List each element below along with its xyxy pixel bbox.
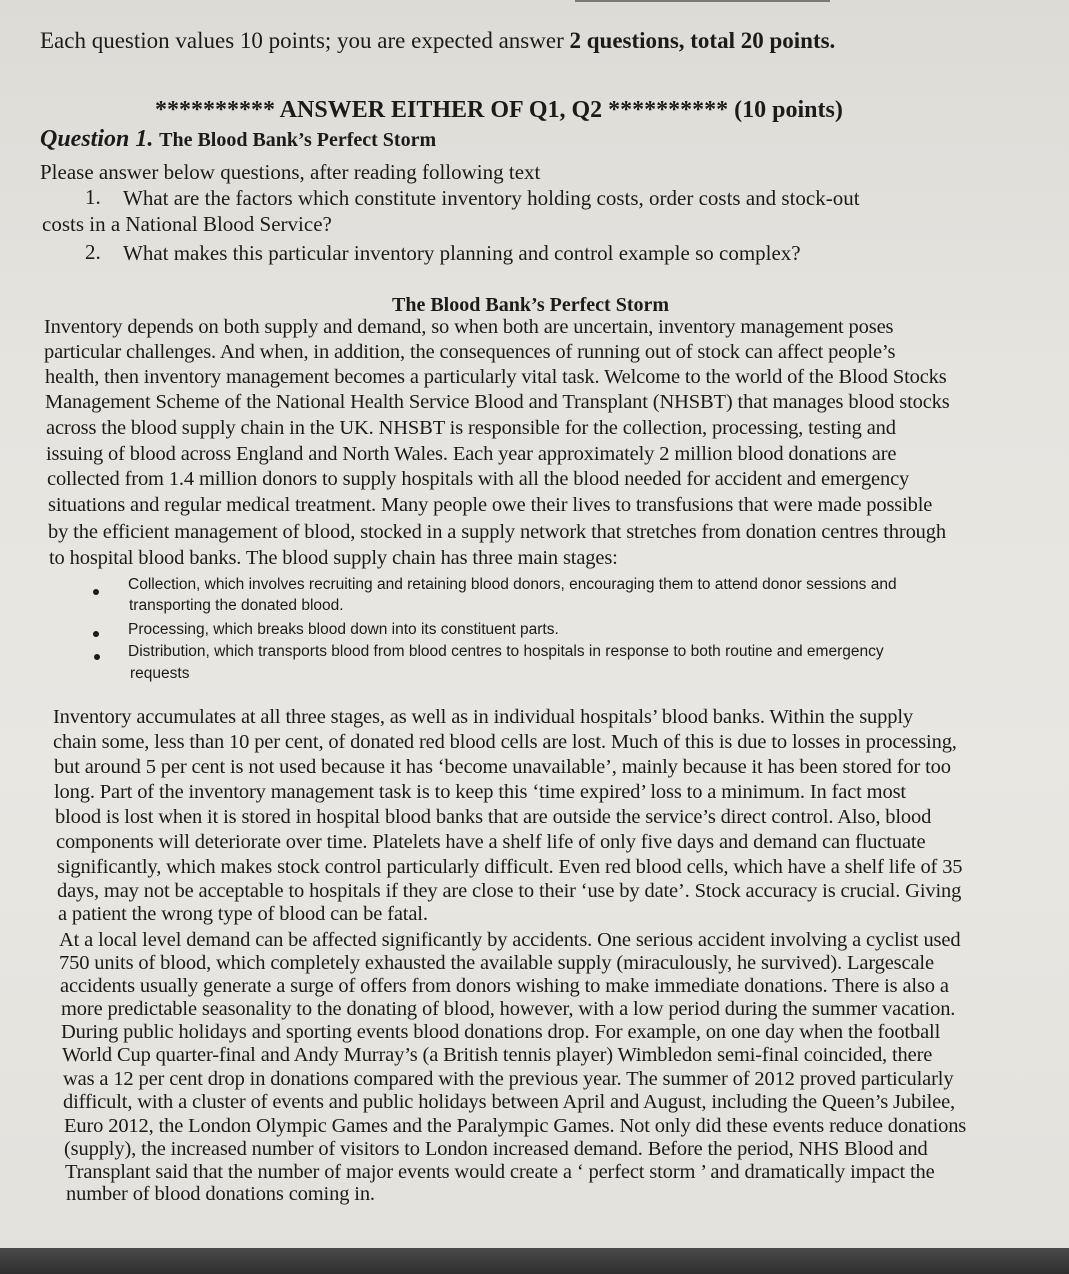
article-line: chain some, less than 10 per cent, of donated red blood cells are lost. Much of this is due to losses in processing, [53, 731, 957, 753]
article-line: blood is lost when it is stored in hospital blood banks that are outside the service’s direct control. Also, blood [55, 806, 932, 828]
question-item-number: 1. [85, 185, 101, 209]
screen-bottom-edge [0, 1248, 1069, 1274]
article-line: Management Scheme of the National Health Service Blood and Transplant (NHSBT) that manages blood stocks [45, 391, 950, 413]
article-line: long. Part of the inventory management task is to keep this ‘time expired’ loss to a minimum. In fact most [54, 781, 906, 803]
article-line: number of blood donations coming in. [66, 1183, 375, 1205]
top-divider [575, 0, 830, 2]
bullet-line: Processing, which breaks blood down into its constituent parts. [128, 621, 559, 638]
article-line: to hospital blood banks. The blood supply chain has three main stages: [49, 547, 618, 569]
article-line: but around 5 per cent is not used because it has ‘become unavailable’, mainly because it has been stored for too [54, 756, 951, 778]
question-heading [40, 126, 436, 153]
article-line: World Cup quarter-final and Andy Murray’s (a British tennis player) Wimbledon semi-final coincided, there [62, 1044, 933, 1066]
article-line: (supply), the increased number of visitors to London increased demand. Before the period, NHS Blood and [64, 1138, 928, 1160]
article-line: more predictable seasonality to the donating of blood, however, with a low period during the summer vacation. [61, 998, 956, 1020]
article-line: situations and regular medical treatment. Many people owe their lives to transfusions that were made possible [48, 494, 933, 516]
instructions-text: Each question values 10 points; you are expected answer [40, 28, 570, 53]
article-line: across the blood supply chain in the UK. NHSBT is responsible for the collection, processing, testing and [46, 417, 896, 439]
article-line: health, then inventory management becomes a particularly vital task. Welcome to the world of the Blood Stocks [45, 366, 947, 388]
article-line: difficult, with a cluster of events and public holidays between April and August, including the Queen’s Jubilee, [63, 1091, 956, 1113]
question-item-number: 2. [85, 240, 101, 264]
article-line: Inventory accumulates at all three stages, as well as in individual hospitals’ blood banks. Within the supply [53, 706, 913, 728]
article-line: During public holidays and sporting events blood donations drop. For example, on one day when the football [61, 1021, 941, 1043]
article-line: accidents usually generate a surge of offers from donors wishing to make immediate donations. There is also a [60, 975, 949, 997]
question-item-text: What are the factors which constitute inventory holding costs, order costs and stock-out [123, 186, 860, 210]
article-title: The Blood Bank’s Perfect Storm [392, 294, 670, 316]
bullet-line: Collection, which involves recruiting and retaining blood donors, encouraging them to attend donor sessions and [128, 576, 897, 593]
instructions-bold: 2 questions, total 20 points. [569, 28, 836, 53]
question-item-text: What makes this particular inventory planning and control example so complex? [123, 241, 801, 265]
article-line: Inventory depends on both supply and demand, so when both are uncertain, inventory management poses [44, 316, 894, 338]
bullet-line: Distribution, which transports blood from blood centres to hospitals in response to both routine and emergency [128, 643, 884, 660]
bullet-icon [93, 631, 99, 637]
article-line: At a local level demand can be affected significantly by accidents. One serious accident involving a cyclist used [59, 929, 961, 951]
question-item-text: costs in a National Blood Service? [42, 212, 332, 236]
question-instruction: Please answer below questions, after reading following text [40, 160, 541, 184]
article-line: Transplant said that the number of major events would create a ‘ perfect storm ’ and dramatically impact the [65, 1161, 935, 1183]
article-line: a patient the wrong type of blood can be fatal. [58, 903, 428, 925]
article-line: collected from 1.4 million donors to supply hospitals with all the blood needed for accident and emergency [47, 468, 910, 490]
exam-instructions [40, 28, 835, 54]
article-line: was a 12 per cent drop in donations compared with the previous year. The summer of 2012 proved particularly [63, 1068, 954, 1090]
article-line: particular challenges. And when, in addition, the consequences of running out of stock can affect people’s [44, 341, 896, 363]
article-line: days, may not be acceptable to hospitals if they are close to their ‘use by date’. Stock accuracy is crucial. Giving [57, 880, 962, 902]
question-label: Question 1. [40, 126, 154, 152]
article-line: issuing of blood across England and North Wales. Each year approximately 2 million blood donations are [46, 443, 897, 465]
bullet-line: transporting the donated blood. [129, 597, 344, 614]
bullet-line: requests [130, 665, 190, 682]
article-line: components will deteriorate over time. Platelets have a shelf life of only five days and demand can fluctuate [56, 831, 926, 853]
question-title: The Blood Bank’s Perfect Storm [159, 129, 437, 151]
article-line: 750 units of blood, which completely exhausted the available supply (miraculously, he survived). Largescale [59, 952, 934, 974]
answer-banner: ********** ANSWER EITHER OF Q1, Q2 ********** (10 points) [155, 97, 843, 123]
bullet-icon [93, 589, 99, 595]
bullet-icon [94, 654, 100, 660]
article-line: by the efficient management of blood, stocked in a supply network that stretches from donation centres through [48, 521, 946, 543]
article-line: Euro 2012, the London Olympic Games and the Paralympic Games. Not only did these events reduce donations [64, 1115, 967, 1137]
article-line: significantly, which makes stock control particularly difficult. Even red blood cells, which have a shelf life of 35 [57, 856, 963, 878]
